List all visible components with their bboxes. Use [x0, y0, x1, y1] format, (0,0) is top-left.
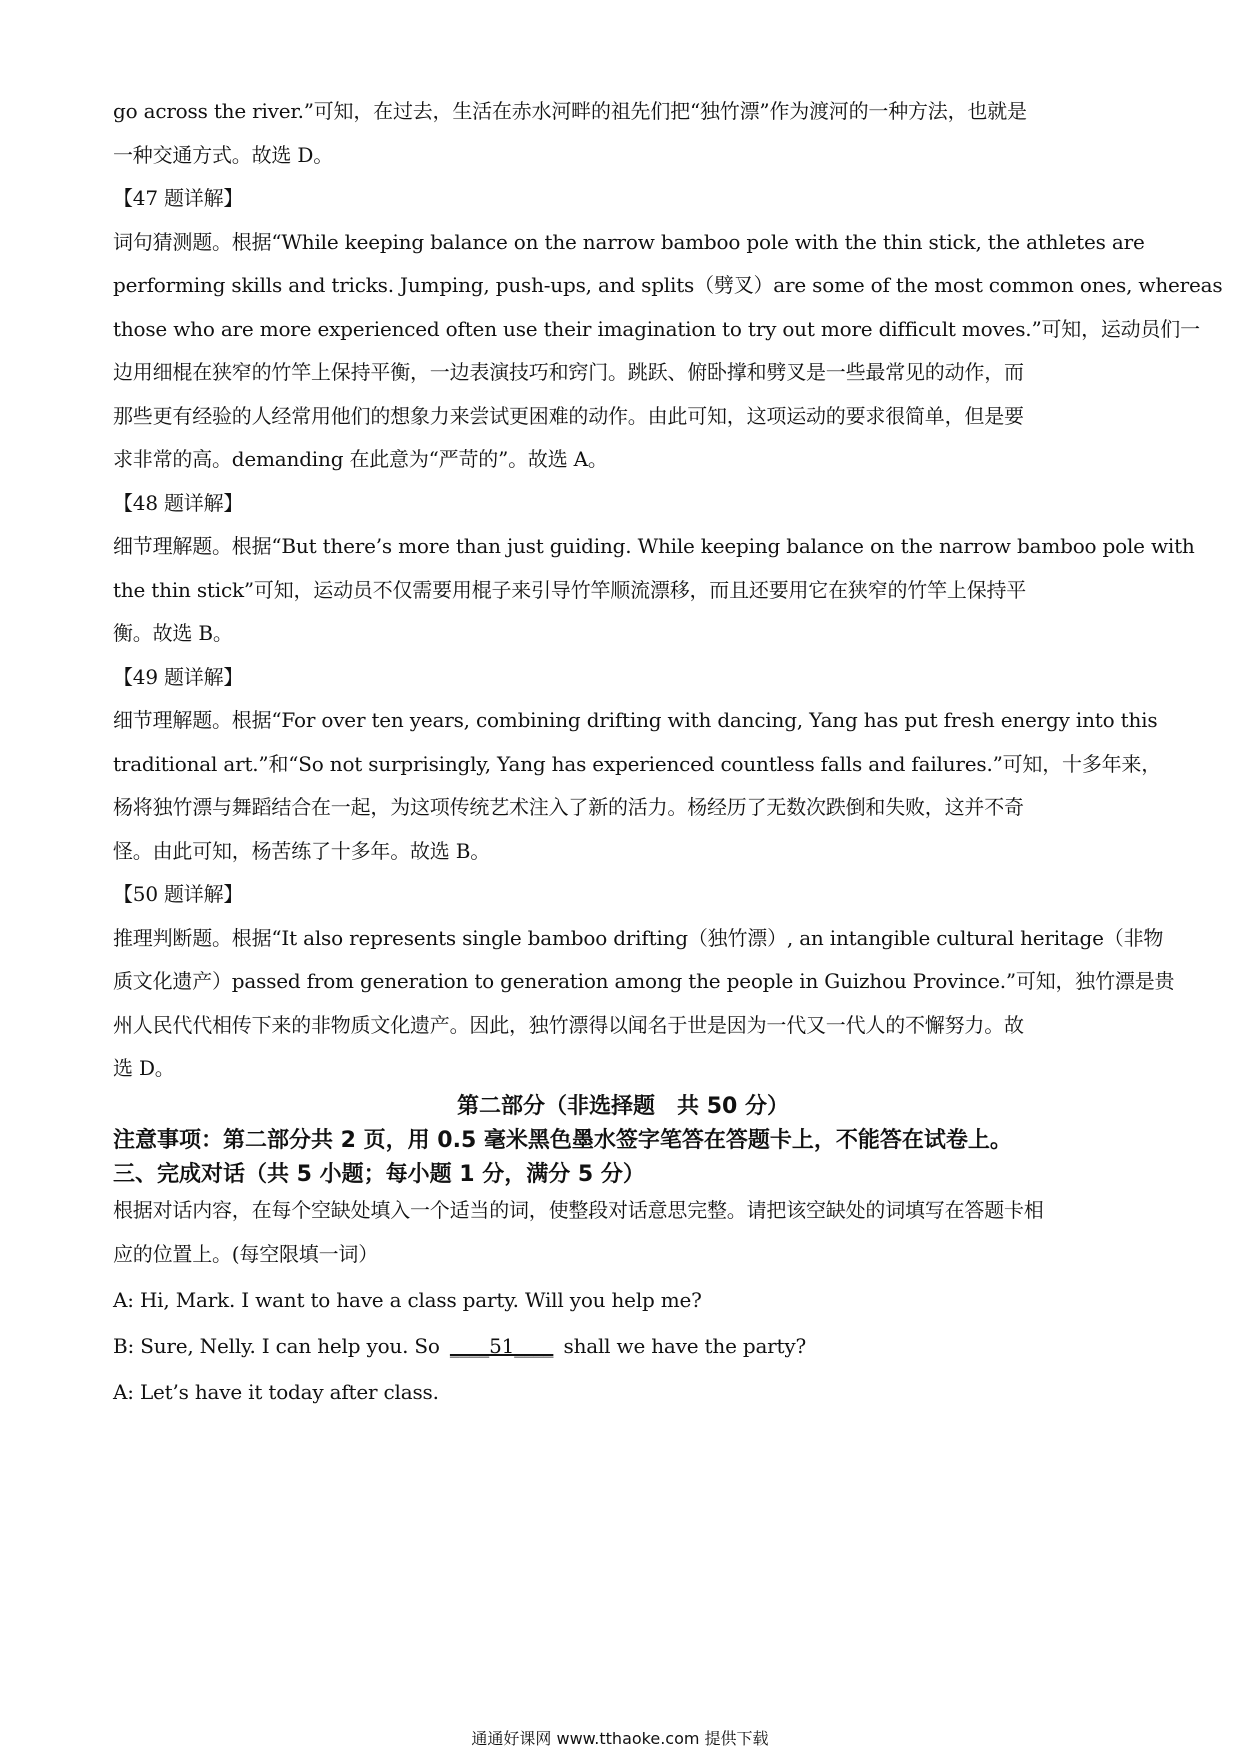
text-line: 衡。故选 B。: [113, 621, 233, 645]
document-page: [113, 98, 1223, 1405]
question-heading-49: 【49 题详解】: [113, 664, 244, 689]
text-line: go across the river.”可知，在过去，生活在赤水河畔的祖先们把“独竹漂”作为渡河的一种方法，也就是: [113, 99, 1027, 123]
blank-51: ____51____: [449, 1333, 554, 1358]
text-line: 州人民代代相传下来的非物质文化遗产。因此，独竹漂得以闻名于世是因为一代又一代人的不懈努力。故: [113, 1012, 1024, 1037]
question-heading-47: 【47 题详解】: [113, 186, 244, 210]
text-line: 质文化遗产）passed from generation to generation among the people in Guizhou Province.”可知，独竹漂是贵: [113, 969, 1175, 993]
text-line: the thin stick”可知，运动员不仅需要用棍子来引导竹竿顺流漂移，而且还要用它在狭窄的竹竿上保持平: [113, 577, 1027, 602]
text-line: 一种交通方式。故选 D。: [113, 142, 333, 167]
instruction-line: 应的位置上。(每空限填一词）: [113, 1241, 379, 1266]
dialogue-line-a1: A: Hi, Mark. I want to have a class party. Will you help me?: [113, 1287, 702, 1312]
dialogue: [113, 1287, 1133, 1405]
text-line: 细节理解题。根据“But there’s more than just guiding. While keeping balance on the narrow bamboo pole with: [113, 534, 1195, 558]
part-two-title: 第二部分（非选择题 共 50 分）: [457, 1094, 789, 1119]
question-heading-48: 【48 题详解】: [113, 490, 244, 515]
text-line: 推理判断题。根据“It also represents single bamboo drifting（独竹漂）, an intangible cultural heritage（非物: [113, 925, 1164, 950]
text-line: 求非常的高。demanding 在此意为“严苛的”。故选 A。: [113, 447, 608, 471]
text-line: 那些更有经验的人经常用他们的想象力来尝试更困难的动作。由此可知，这项运动的要求很简单，但是要: [113, 403, 1024, 428]
text-line: 词句猜测题。根据“While keeping balance on the narrow bamboo pole with the thin stick, the athletes are: [113, 229, 1145, 254]
text-line: 杨将独竹漂与舞蹈结合在一起，为这项传统艺术注入了新的活力。杨经历了无数次跌倒和失败，这并不奇: [113, 795, 1024, 819]
question-heading-50: 【50 题详解】: [113, 882, 244, 906]
notice-text: 注意事项：第二部分共 2 页，用 0.5 毫米黑色墨水签字笔答在答题卡上，不能答在试卷上。: [113, 1128, 1012, 1153]
dialogue-text: shall we have the party?: [557, 1333, 807, 1358]
text-line: traditional art.”和“So not surprisingly, Yang has experienced countless falls and failures.”可知，十多年来，: [113, 751, 1162, 776]
page-footer: 通通好课网 www.tthaoke.com 提供下载: [471, 1729, 769, 1748]
instruction-line: 根据对话内容，在每个空缺处填入一个适当的词，使整段对话意思完整。请把该空缺处的词填写在答题卡相: [113, 1198, 1044, 1222]
text-line: 边用细棍在狭窄的竹竿上保持平衡，一边表演技巧和窍门。跳跃、俯卧撑和劈叉是一些最常见的动作，而: [113, 360, 1024, 384]
text-line: 怪。由此可知，杨苦练了十多年。故选 B。: [113, 838, 491, 863]
text-line: 细节理解题。根据“For over ten years, combining drifting with dancing, Yang has put fresh energy into this: [113, 708, 1158, 732]
answer-explanations: [113, 98, 1223, 1081]
dialogue-text: B: Sure, Nelly. I can help you. So: [113, 1333, 446, 1358]
dialogue-line-a2: A: Let’s have it today after class.: [113, 1379, 439, 1404]
text-line: 选 D。: [113, 1056, 175, 1080]
text-line: those who are more experienced often use their imagination to try out more difficult moves.”可知，运动员们一: [113, 316, 1200, 341]
section-three-title: 三、完成对话（共 5 小题；每小题 1 分，满分 5 分）: [113, 1162, 645, 1187]
text-line: performing skills and tricks. Jumping, push-ups, and splits（劈叉）are some of the most common ones, whereas: [113, 273, 1223, 297]
dialogue-line-b1: [113, 1333, 1133, 1359]
